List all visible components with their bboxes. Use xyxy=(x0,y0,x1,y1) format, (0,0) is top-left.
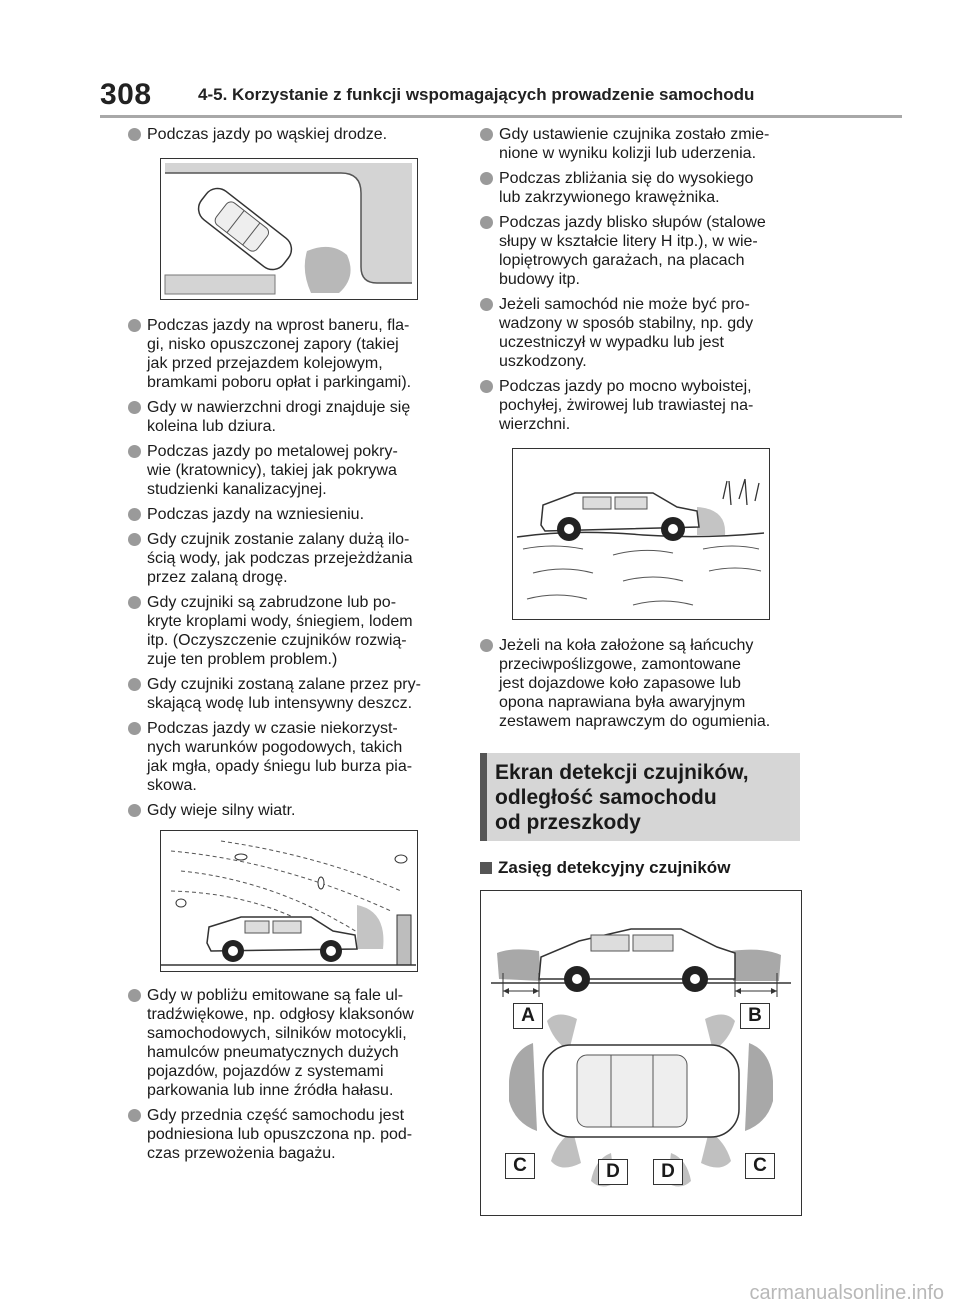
sensor-range-figure xyxy=(480,890,802,1216)
bullet-dot-icon xyxy=(128,596,141,609)
bullet-dot-icon xyxy=(128,678,141,691)
bullet-text: Gdy ustawienie czujnika zostało zmie- nione w wyniku kolizji lub uderzenia. xyxy=(499,126,770,162)
bullet-dot-icon xyxy=(128,508,141,521)
bullet-dot-icon xyxy=(128,722,141,735)
bullet-dot-icon xyxy=(480,639,493,652)
bullet-list xyxy=(128,986,448,1163)
bullet-item xyxy=(128,986,448,1100)
square-bullet-icon xyxy=(480,862,492,874)
bullet-item xyxy=(480,169,800,207)
wind-car-illustration xyxy=(161,831,416,970)
bullet-list xyxy=(128,125,448,144)
narrow-road-figure xyxy=(160,158,418,300)
rough-terrain-car-illustration xyxy=(513,449,768,618)
bullet-item xyxy=(480,636,800,731)
bullet-dot-icon xyxy=(128,1109,141,1122)
bullet-text: Gdy w nawierzchni drogi znajduje się koleina lub dziura. xyxy=(147,399,411,435)
bullet-item xyxy=(128,593,448,669)
range-label-c-left: C xyxy=(505,1153,535,1179)
bullet-item xyxy=(128,442,448,499)
bullet-text: Podczas jazdy blisko słupów (stalowe słupy w kształcie litery H itp.), w wie- lopiętrowych garażach, na placach budowy itp. xyxy=(499,214,766,288)
bullet-dot-icon xyxy=(128,401,141,414)
range-label-d-right: D xyxy=(653,1159,683,1185)
bullet-dot-icon xyxy=(128,128,141,141)
bullet-text: Gdy wieje silny wiatr. xyxy=(147,802,296,819)
bullet-item xyxy=(128,505,448,524)
bullet-text: Jeżeli na koła założone są łańcuchy przeciwpoślizgowe, zamontowane jest dojazdowe koło zapasowe lub opona naprawiana była awaryjnym zestawem naprawczym do ogumienia. xyxy=(499,637,771,730)
header-rule xyxy=(100,115,902,118)
bullet-item xyxy=(128,801,448,820)
bullet-list xyxy=(480,636,800,731)
bullet-text: Podczas jazdy w czasie niekorzyst- nych warunków pogodowych, takich jak mgła, opady śniegu lub burza pia- skowa. xyxy=(147,720,413,794)
page-number: 308 xyxy=(100,78,152,111)
range-label-d-left: D xyxy=(598,1159,628,1185)
bullet-list xyxy=(128,316,448,820)
bullet-item xyxy=(128,398,448,436)
range-label-b: B xyxy=(740,1003,770,1029)
bullet-item xyxy=(128,530,448,587)
bullet-text: Podczas jazdy po metalowej pokry- wie (kratownicy), takiej jak pokrywa studzienki kanalizacyjnej. xyxy=(147,443,398,498)
bullet-item xyxy=(128,316,448,392)
bullet-dot-icon xyxy=(128,989,141,1002)
bullet-text: Gdy czujniki są zabrudzone lub po- kryte kroplami wody, śniegiem, lodem itp. (Oczyszczenie czujników rozwią- zuje ten problem problem.) xyxy=(147,594,413,668)
bullet-item xyxy=(480,377,800,434)
bullet-text: Gdy przednia część samochodu jest podniesiona lub opuszczona np. pod- czas przewożenia bagażu. xyxy=(147,1107,413,1162)
bullet-dot-icon xyxy=(128,533,141,546)
bullet-text: Gdy w pobliżu emitowane są fale ul- tradźwiękowe, np. odgłosy klaksonów samochodowych, silników motocykli, hamulców pneumatycznych dużych pojazdów, pojazdów z systemami parkowania lub inne źródła hałasu. xyxy=(147,987,414,1099)
wind-figure xyxy=(160,830,418,972)
bullet-dot-icon xyxy=(480,172,493,185)
subsection-title: Zasięg detekcyjny czujników xyxy=(498,858,731,877)
left-column xyxy=(128,125,448,1169)
bullet-text: Gdy czujnik zostanie zalany dużą ilo- ścią wody, jak podczas przejeżdżania przez zalaną drogę. xyxy=(147,531,413,586)
right-column xyxy=(480,125,800,1216)
bullet-item xyxy=(128,719,448,795)
page-header xyxy=(100,78,900,116)
range-label-a: A xyxy=(513,1003,543,1029)
range-label-c-right: C xyxy=(745,1153,775,1179)
bullet-item xyxy=(128,1106,448,1163)
section-heading-box xyxy=(480,753,800,841)
bullet-text: Podczas jazdy na wprost baneru, fla- gi, nisko opuszczonej zapory (takiej jak przed przejazdem kolejowym, bramkami poboru opłat i parkingami). xyxy=(147,317,412,391)
chapter-title: 4-5. Korzystanie z funkcji wspomagających prowadzenie samochodu xyxy=(198,85,755,104)
bullet-dot-icon xyxy=(128,319,141,332)
subsection-heading xyxy=(480,858,800,878)
narrow-road-car-illustration xyxy=(161,159,416,298)
bullet-text: Podczas jazdy po wąskiej drodze. xyxy=(147,126,388,143)
section-title: Ekran detekcji czujników, odległość samochodu od przeszkody xyxy=(495,761,749,834)
bullet-dot-icon xyxy=(480,380,493,393)
bullet-dot-icon xyxy=(128,445,141,458)
bullet-dot-icon xyxy=(128,804,141,817)
bullet-item xyxy=(128,675,448,713)
bullet-item xyxy=(480,295,800,371)
watermark: carmanualsonline.info xyxy=(749,1282,944,1304)
bullet-text: Jeżeli samochód nie może być pro- wadzony w sposób stabilny, np. gdy uczestniczył w wypadku lub jest uszkodzony. xyxy=(499,296,754,370)
bullet-dot-icon xyxy=(480,128,493,141)
bullet-dot-icon xyxy=(480,298,493,311)
bullet-item xyxy=(480,125,800,163)
bullet-text: Gdy czujniki zostaną zalane przez pry- skającą wodę lub intensywny deszcz. xyxy=(147,676,421,712)
bullet-text: Podczas jazdy po mocno wyboistej, pochyłej, żwirowej lub trawiastej na- wierzchni. xyxy=(499,378,754,433)
bullet-text: Podczas zbliżania się do wysokiego lub zakrzywionego krawężnika. xyxy=(499,170,754,206)
bullet-item xyxy=(480,213,800,289)
bullet-dot-icon xyxy=(480,216,493,229)
bullet-item xyxy=(128,125,448,144)
rough-terrain-figure xyxy=(512,448,770,620)
bullet-list xyxy=(480,125,800,434)
bullet-text: Podczas jazdy na wzniesieniu. xyxy=(147,506,365,523)
